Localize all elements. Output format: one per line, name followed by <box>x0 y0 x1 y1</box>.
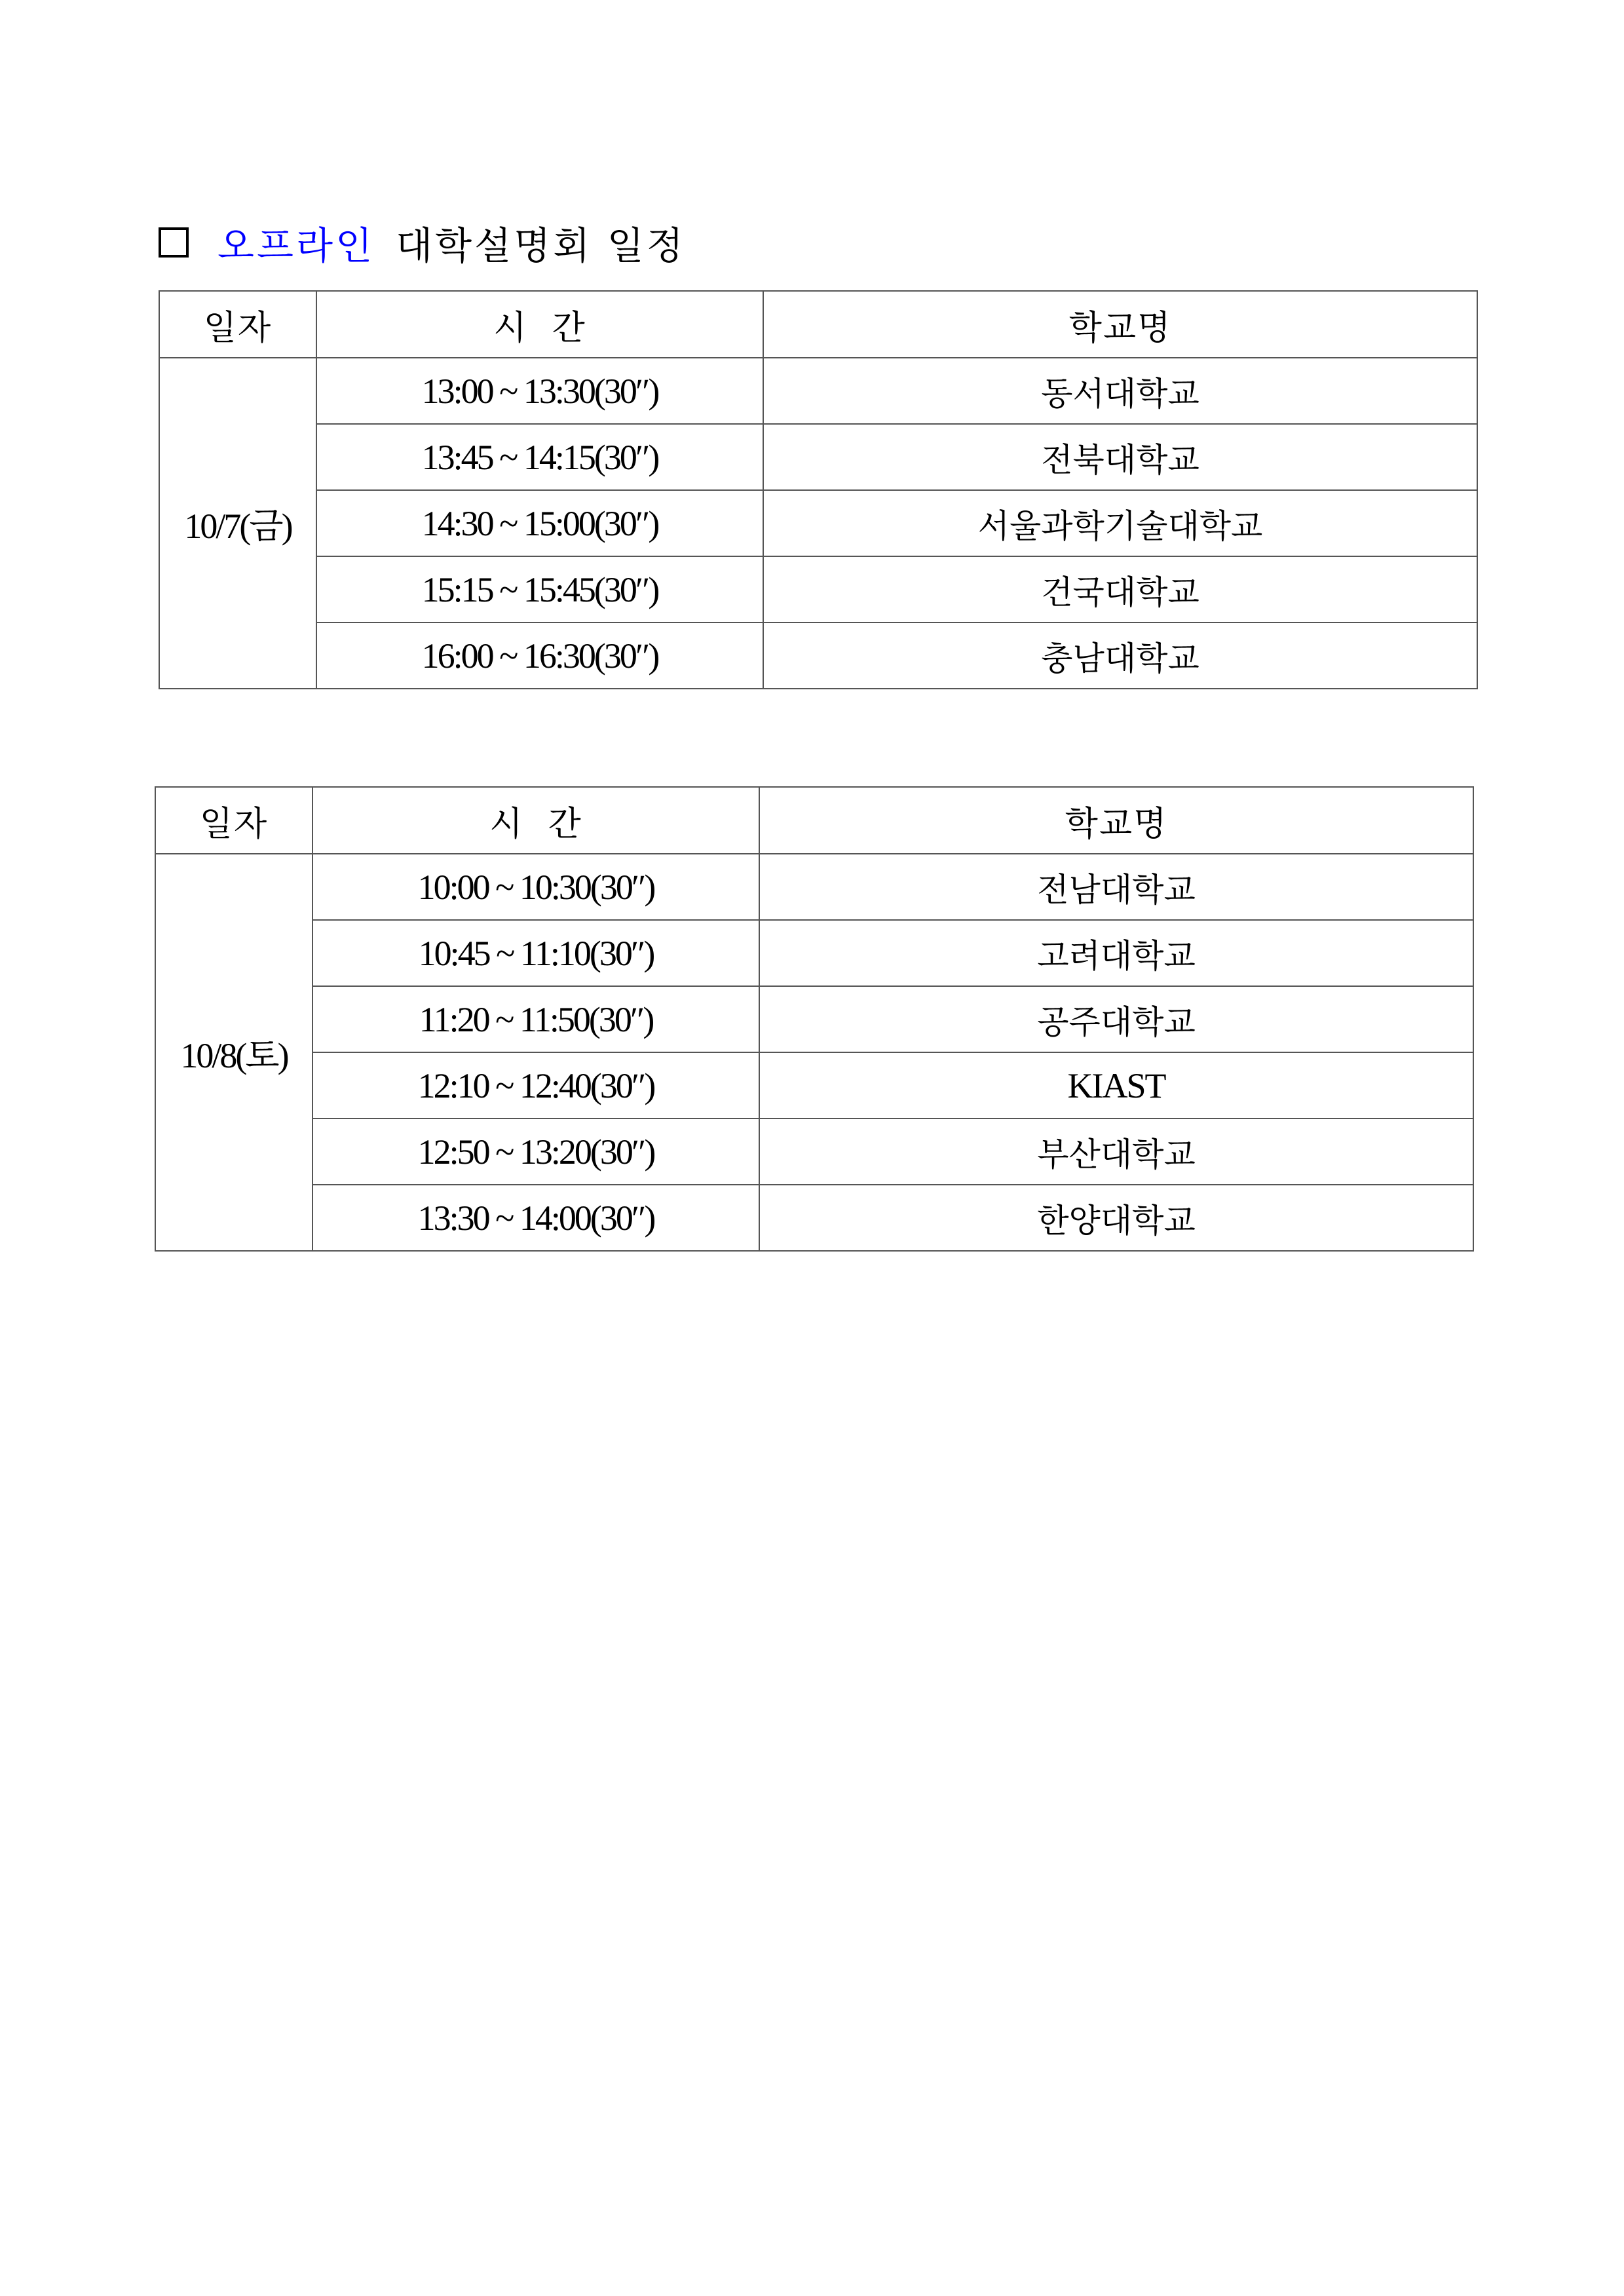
school-cell: 전북대학교 <box>763 424 1477 490</box>
header-time: 시 간 <box>316 291 763 358</box>
heading-title-text: 대학설명회 일정 <box>396 223 686 268</box>
school-cell: 전남대학교 <box>759 854 1473 920</box>
time-cell: 13:45 ~ 14:15(30″) <box>316 424 763 490</box>
school-cell: 부산대학교 <box>759 1119 1473 1185</box>
table-row <box>159 556 1477 622</box>
header-time: 시 간 <box>312 787 759 854</box>
time-cell: 15:15 ~ 15:45(30″) <box>316 556 763 622</box>
schedule-table-day2 <box>155 786 1474 1252</box>
section-heading <box>159 210 686 275</box>
school-cell: 서울과학기술대학교 <box>763 490 1477 556</box>
table-row <box>159 424 1477 490</box>
table-row <box>159 490 1477 556</box>
school-cell: 충남대학교 <box>763 622 1477 689</box>
checkbox-square-icon <box>159 227 189 258</box>
time-cell: 10:45 ~ 11:10(30″) <box>312 920 759 986</box>
date-cell: 10/8(토) <box>155 854 312 1251</box>
time-cell: 14:30 ~ 15:00(30″) <box>316 490 763 556</box>
header-date: 일자 <box>159 291 316 358</box>
time-cell: 12:50 ~ 13:20(30″) <box>312 1119 759 1185</box>
table-row <box>155 1185 1473 1251</box>
time-cell: 13:30 ~ 14:00(30″) <box>312 1185 759 1251</box>
school-cell: 건국대학교 <box>763 556 1477 622</box>
table-header-row <box>155 787 1473 854</box>
table-row <box>159 622 1477 689</box>
header-date: 일자 <box>155 787 312 854</box>
date-cell: 10/7(금) <box>159 358 316 689</box>
table-row <box>155 1052 1473 1119</box>
table-header-row <box>159 291 1477 358</box>
time-cell: 16:00 ~ 16:30(30″) <box>316 622 763 689</box>
school-cell: 한양대학교 <box>759 1185 1473 1251</box>
schedule-table-day1 <box>159 290 1478 689</box>
time-cell: 11:20 ~ 11:50(30″) <box>312 986 759 1052</box>
table-row <box>155 986 1473 1052</box>
heading-accent-text: 오프라인 <box>217 223 375 268</box>
time-cell: 12:10 ~ 12:40(30″) <box>312 1052 759 1119</box>
table-row <box>155 920 1473 986</box>
header-school: 학교명 <box>759 787 1473 854</box>
school-cell: KIAST <box>759 1052 1473 1119</box>
header-school: 학교명 <box>763 291 1477 358</box>
school-cell: 공주대학교 <box>759 986 1473 1052</box>
table-row <box>155 854 1473 920</box>
school-cell: 고려대학교 <box>759 920 1473 986</box>
time-cell: 10:00 ~ 10:30(30″) <box>312 854 759 920</box>
time-cell: 13:00 ~ 13:30(30″) <box>316 358 763 424</box>
table-row <box>155 1119 1473 1185</box>
school-cell: 동서대학교 <box>763 358 1477 424</box>
table-row <box>159 358 1477 424</box>
